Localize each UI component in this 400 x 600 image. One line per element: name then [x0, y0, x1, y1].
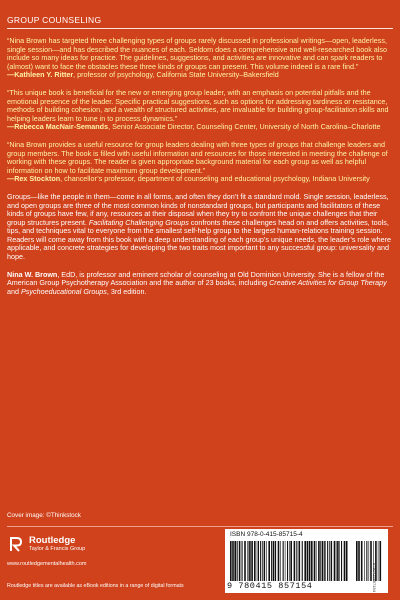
header — [0, 0, 400, 30]
quote-attribution — [7, 71, 393, 80]
barcode-number: 9 780415 857154 — [227, 581, 313, 591]
barcode-side-code: 9780415857154 — [372, 563, 377, 592]
quote-attribution — [7, 175, 393, 184]
bio-book-2: Psychoeducational Groups — [21, 286, 107, 296]
description-text-2: confronts these challenges head on and offers activities, tools, tips, and techniques vital to everyone from the smallest self-help group to the largest human-relations training session. Readers will come away from this book with a deep understanding of each group’s unique needs, the leader’s role where applicable, and concrete strategies for developing the two traits most important to any successful group: universality and hope. — [7, 217, 391, 262]
barcode-panel — [225, 529, 388, 593]
cover-credit: Cover image: ©Thinkstock — [7, 512, 81, 519]
book-title: Facilitating Challenging Groups — [88, 217, 189, 227]
publisher-name: Routledge — [29, 535, 76, 546]
bio-text-2: and — [7, 286, 21, 296]
bio-paragraph — [7, 271, 393, 297]
quote-author: —Rex Stockton — [7, 174, 61, 184]
quote-author: —Rebecca MacNair-Semands — [7, 122, 109, 132]
footer-divider — [7, 526, 393, 527]
barcode-addon-icon — [355, 541, 383, 581]
quote-text: “This unique book is beneficial for the new or emerging group leader, with an emphasis on potential pitfalls and the emotional presence of the leader. Specific practical suggestions, such as options for addressing tardiness or resistance, methods of building cohesion, and a wealth of structured activities, are invaluable for building group-facilitation skills and helping leaders learn to tune in to process dynamics.” — [7, 87, 389, 123]
bio-text-1: , EdD, is professor and eminent scholar of counseling at Old Dominion University. She is a fellow of the American Group Psychotherapy Association and the author of 23 books, including — [7, 269, 385, 288]
series-title: GROUP COUNSELING — [7, 15, 102, 25]
description-paragraph — [7, 193, 393, 262]
bio-text-3: , 3rd edition. — [106, 286, 147, 296]
description-text-1: Groups—like the people in them—come in all forms, and often they don’t fit a standard mold. Single session, leaderless, and open groups are three of the most common kinds of nonstandard groups, but participants and facilitators of these kinds of groups have few, if any, resources at their disposal when they try to confront the unique challenges that their group structures present. — [7, 191, 389, 227]
header-divider — [7, 28, 393, 29]
endorsement-quote — [7, 89, 393, 132]
endorsement-quote — [7, 37, 393, 80]
endorsement-quote — [7, 141, 393, 184]
main-content — [7, 37, 393, 296]
book-description — [7, 193, 393, 262]
quote-author-role: , chancellor’s professor, department of counseling and educational psychology, Indiana University — [60, 174, 370, 184]
author-name: Nina W. Brown — [7, 269, 58, 279]
author-bio — [7, 271, 393, 297]
quote-text: “Nina Brown provides a useful resource for group leaders dealing with three types of groups that challenge leaders and group members. The book is filled with useful information and resources for those interested in meeting the challenge of working with these groups. The reader is given appropriate background material for each group as well as helpful information on how to facilitate maximum group development.” — [7, 139, 388, 175]
isbn-label: ISBN 978-0-415-85715-4 — [230, 531, 303, 538]
bio-book-1: Creative Activities for Group Therapy — [269, 278, 387, 288]
ebook-note: Routledge titles are available as eBook editions in a range of digital formats — [7, 583, 184, 589]
quote-text: “Nina Brown has targeted three challenging types of groups rarely discussed in professional writings—open, leaderless, single session—and has described the nuances of each. Seldom does a comprehensive and well-researched book also include so many ideas for practice. The guidelines, suggestions, and activities are innovative and can spark readers to (almost) want to face the obstacles these three kinds of groups can present. This volume indeed is a rare find.” — [7, 36, 387, 71]
publisher-group: Taylor & Francis Group — [29, 546, 86, 552]
quote-author-role: , professor of psychology, California State University–Bakersfield — [73, 70, 279, 80]
routledge-logo-icon — [7, 535, 25, 553]
publisher-logo — [7, 534, 157, 560]
quote-author-role: , Senior Associate Director, Counseling Center, University of North Carolina–Charlotte — [108, 122, 381, 132]
barcode-icon — [229, 541, 349, 581]
quote-attribution — [7, 123, 393, 132]
publisher-website[interactable]: www.routledgementalhealth.com — [7, 561, 87, 567]
quote-author: —Kathleen Y. Ritter — [7, 70, 74, 80]
